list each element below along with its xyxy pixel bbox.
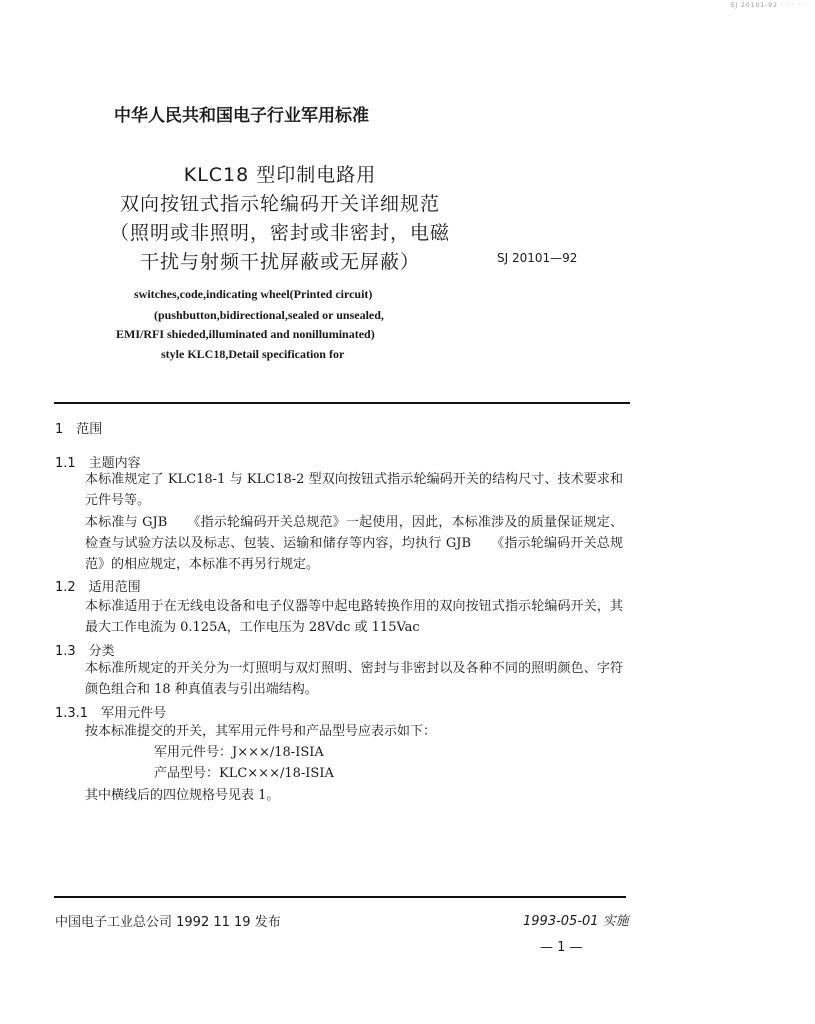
english-title-line-4: style KLC18,Detail specification for	[161, 347, 345, 361]
title-line-1: KLC18 型印制电路用	[183, 164, 377, 186]
military-part-number: 军用元件号：J×××/18-ISIA	[154, 745, 324, 760]
title-line-3: （照明或非照明，密封或非密封，电磁	[109, 222, 450, 244]
paragraph-1-3-text: 本标准所规定的开关分为一灯照明与双灯照明、密封与非密封以及各种不同的照明颜色、字符颜色组合和 18 种真值表与引出端结构。	[85, 661, 623, 697]
paragraph-1-1-b	[55, 512, 623, 575]
paragraph-1-2	[55, 596, 623, 638]
section-1-2-heading: 1.2 适用范围	[55, 580, 141, 595]
product-model-number: 产品型号：KLC×××/18-ISIA	[154, 766, 334, 781]
english-title-line-1: switches,code,indicating wheel(Printed circuit)	[134, 287, 373, 301]
paragraph-1-1-a-text: 本标准规定了 KLC18-1 与 KLC18-2 型双向按钮式指示轮编码开关的结构尺寸、技术要求和元件号等。	[85, 472, 623, 508]
english-title-line-3: EMI/RFI shieded,illuminated and nonilluminated)	[116, 327, 375, 341]
english-title-line-2: (pushbutton,bidirectional,sealed or unsealed,	[154, 308, 384, 322]
issuing-organization: 中华人民共和国电子行业军用标准	[114, 106, 369, 126]
paragraph-1-3-1-b: 其中横线后的四位规格号见表 1。	[85, 788, 280, 803]
section-1-heading: 1 范围	[55, 422, 103, 437]
section-1-1-heading: 1.1 主题内容	[55, 456, 141, 471]
paragraph-1-3-1: 按本标准提交的开关，其军用元件号和产品型号应表示如下：	[85, 724, 437, 739]
title-line-4: 干扰与射频干扰屏蔽或无屏蔽）	[139, 251, 420, 273]
section-1-3-heading: 1.3 分类	[55, 644, 115, 659]
page-number: — 1 —	[540, 940, 583, 955]
footer-divider	[54, 896, 626, 898]
paragraph-1-3	[55, 658, 623, 700]
paragraph-1-1-b-text: 本标准与 GJB 《指示轮编码开关总规范》一起使用，因此，本标准涉及的质量保证规定、检查与试验方法以及标志、包装、运输和储存等内容，均执行 GJB 《指示轮编码开关总规范》的相应规定，本标准不再另行规定。	[85, 515, 623, 572]
section-1-3-1-heading: 1.3.1 军用元件号	[55, 706, 167, 721]
title-line-2: 双向按钮式指示轮编码开关详细规范	[119, 193, 440, 215]
paragraph-1-2-text: 本标准适用于在无线电设备和电子仪器等中起电路转换作用的双向按钮式指示轮编码开关，其最大工作电流为 0.125A，工作电压为 28Vdc 或 115Vac	[85, 599, 623, 635]
issue-date: 中国电子工业总公司 1992 11 19 发布	[55, 915, 281, 930]
paragraph-1-1-a	[55, 469, 623, 511]
effective-date: 1993-05-01 实施	[523, 914, 629, 929]
header-divider	[54, 402, 630, 404]
corner-note: SJ 20101-92 · · · · ·	[730, 2, 807, 9]
standard-number: SJ 20101—92	[497, 251, 578, 265]
